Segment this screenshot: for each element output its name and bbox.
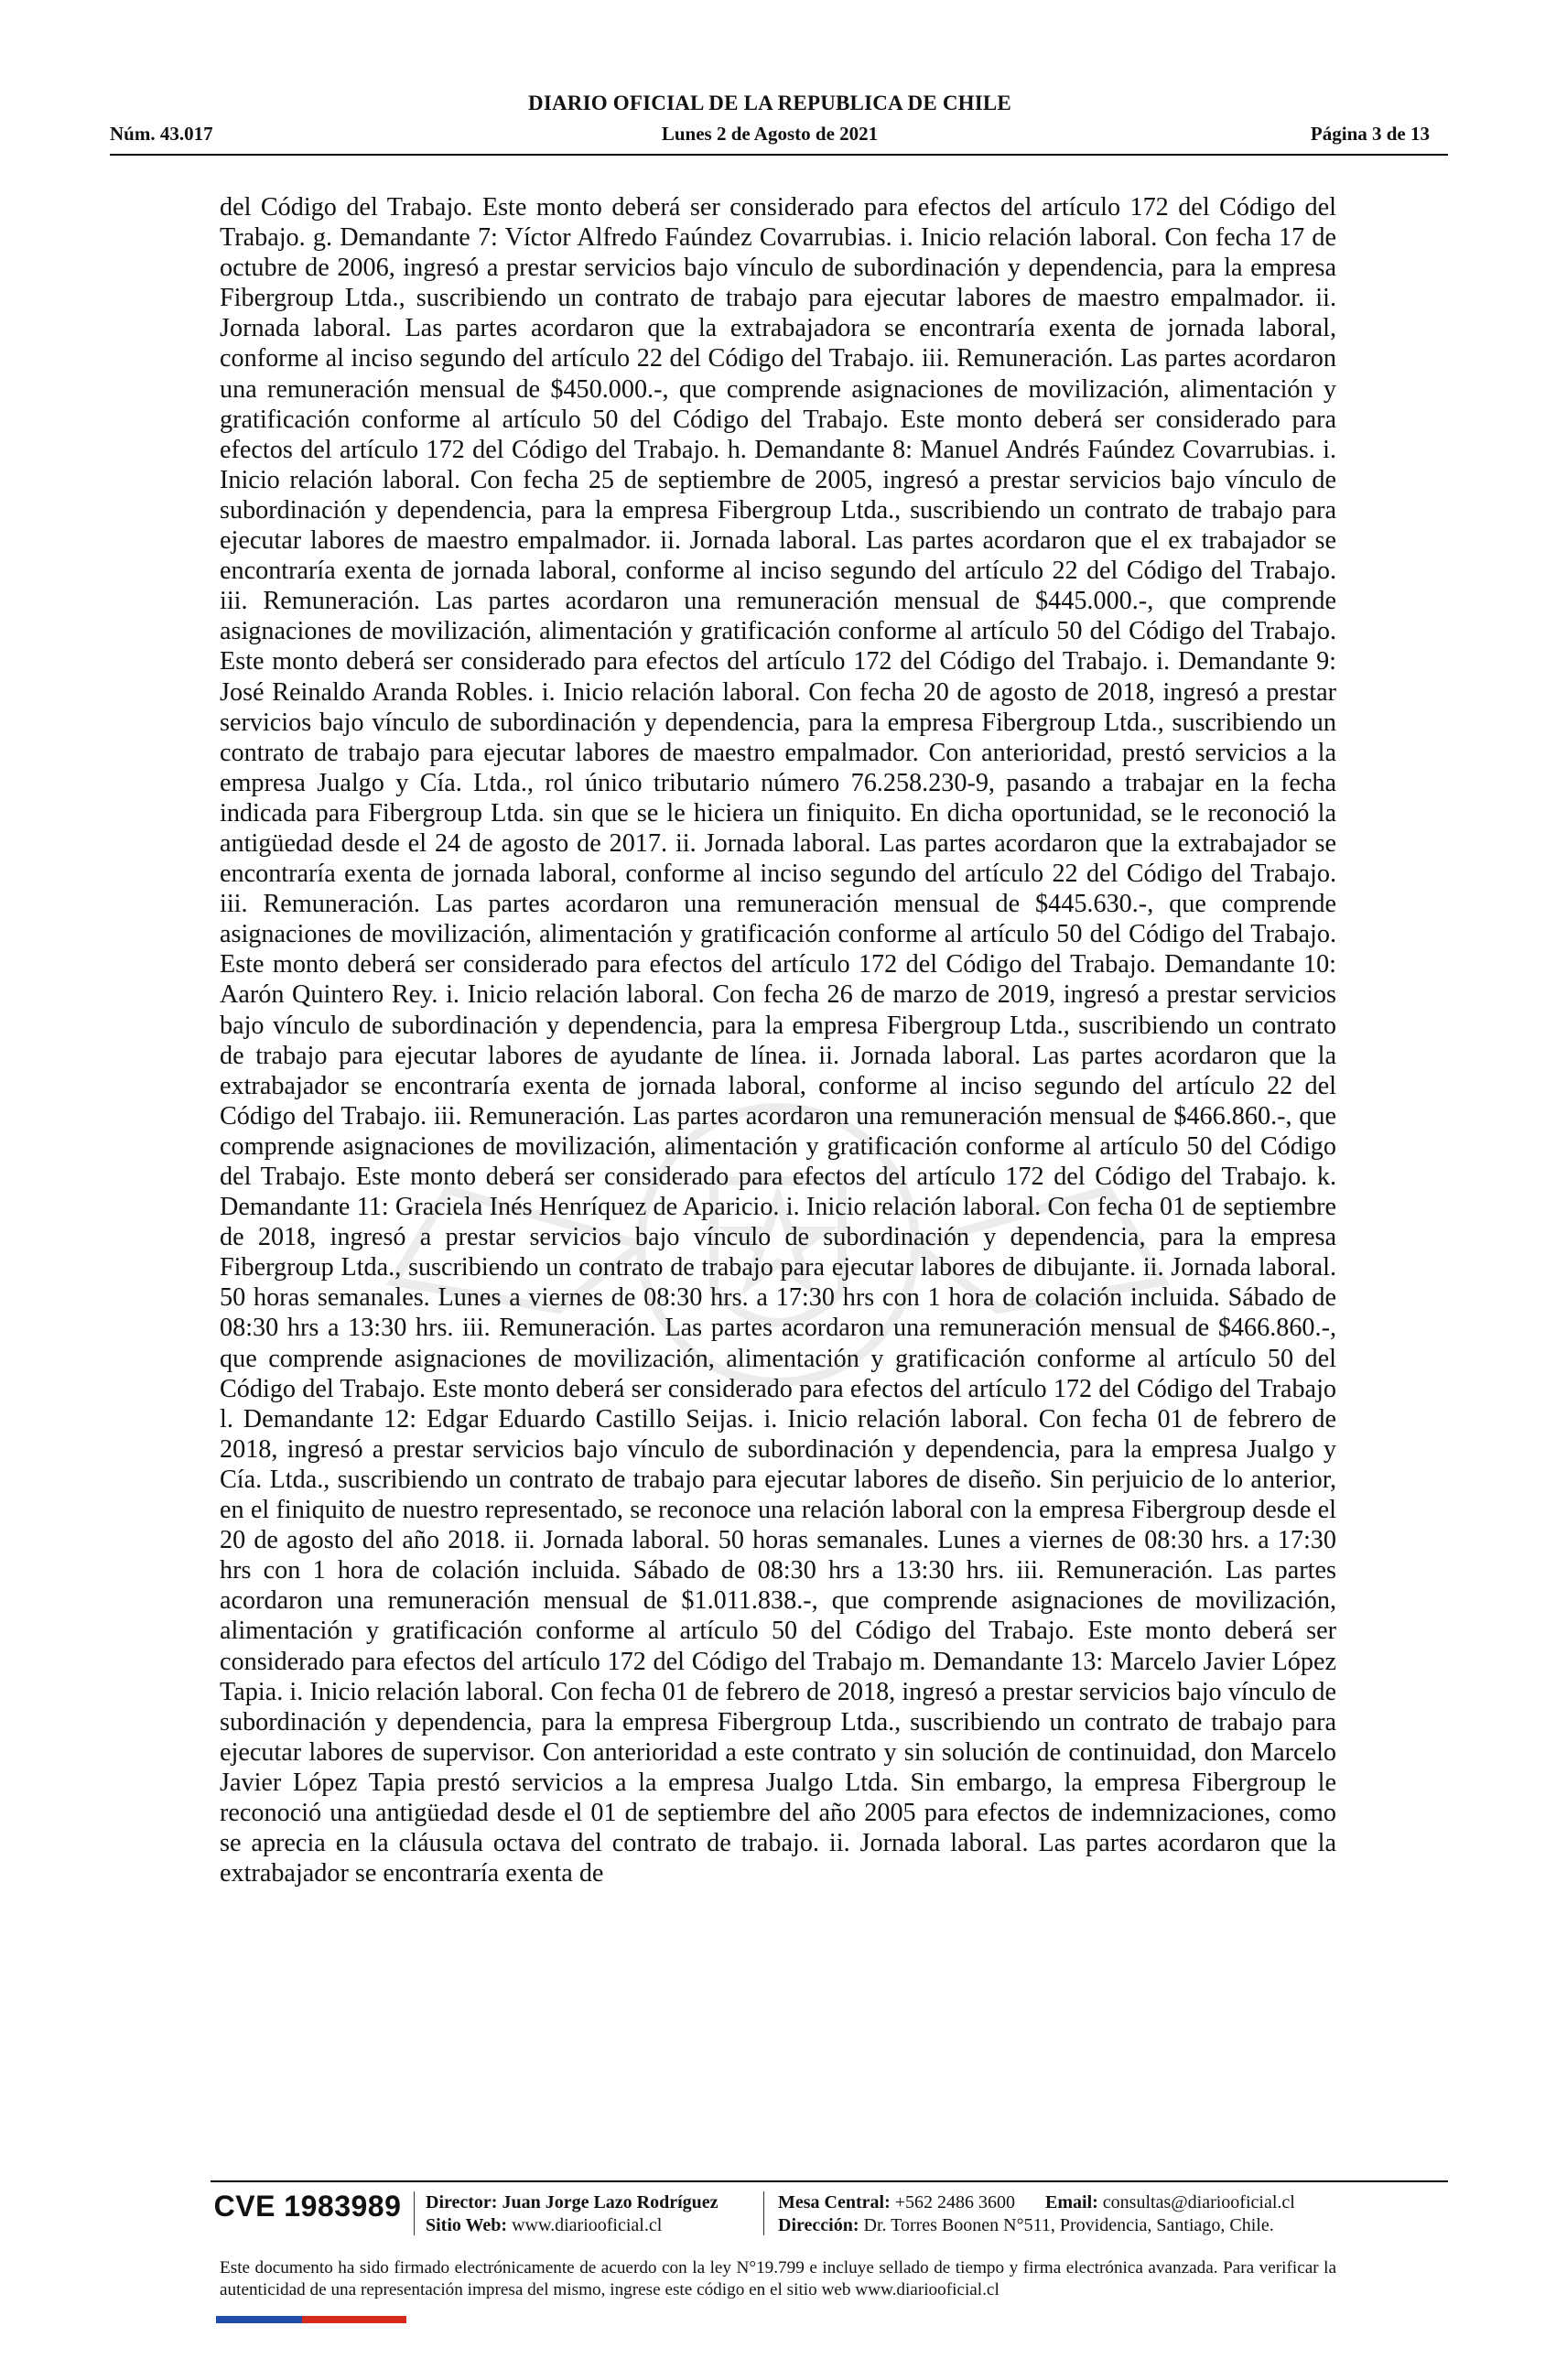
page-header	[110, 92, 1430, 157]
footer-divider	[211, 2180, 1448, 2182]
email-label: Email:	[1045, 2192, 1098, 2212]
cve-label: CVE	[213, 2190, 276, 2223]
address-label: Dirección:	[778, 2215, 859, 2235]
header-divider	[110, 154, 1448, 156]
page-indicator: Página 3 de 13	[1310, 123, 1430, 145]
cve-code	[211, 2190, 405, 2223]
footer-director-block	[426, 2191, 719, 2237]
phone-label: Mesa Central:	[778, 2192, 891, 2212]
website-link[interactable]: www.diariooficial.cl	[512, 2215, 663, 2235]
flag-red-segment	[302, 2316, 406, 2323]
website-line	[426, 2214, 719, 2237]
issue-number: Núm. 43.017	[110, 123, 213, 145]
address-line	[778, 2214, 1295, 2237]
director-line	[426, 2191, 719, 2214]
website-label: Sitio Web:	[426, 2215, 508, 2235]
footer-contact-block	[778, 2191, 1295, 2237]
footer-separator	[414, 2191, 415, 2235]
newspaper-title: DIARIO OFICIAL DE LA REPUBLICA DE CHILE	[528, 92, 1011, 114]
director-name: Juan Jorge Lazo Rodríguez	[502, 2192, 719, 2212]
issue-date: Lunes 2 de Agosto de 2021	[661, 123, 879, 145]
chile-flag-stripe	[216, 2316, 406, 2323]
address-value: Dr. Torres Boonen N°511, Providencia, Santiago, Chile.	[863, 2215, 1274, 2235]
flag-blue-segment	[216, 2316, 302, 2323]
article-body: del Código del Trabajo. Este monto deberá ser considerado para efectos del artículo 172 del Código del Trabajo. g. Demandante 7: Víctor Alfredo Faúndez Covarrubias. i. Inicio relación laboral. Con fecha 17 de octubre de 2006, ingresó a prestar servicios bajo vínculo de subordinación y dependencia, para la empresa Fibergroup Ltda., suscribiendo un contrato de trabajo para ejecutar labores de maestro empalmador. ii. Jornada laboral. Las partes acordaron que la extrabajadora se encontraría exenta de jornada laboral, conforme al inciso segundo del artículo 22 del Código del Trabajo. iii. Remuneración. Las partes acordaron una remuneración mensual de $450.000.-, que comprende asignaciones de movilización, alimentación y gratificación conforme al artículo 50 del Código del Trabajo. Este monto deberá ser considerado para efectos del artículo 172 del Código del Trabajo. h. Demandante 8: Manuel Andrés Faúndez Covarrubias. i. Inicio relación laboral. Con fecha 25 de septiembre de 2005, ingresó a prestar servicios bajo vínculo de subordinación y dependencia, para la empresa Fibergroup Ltda., suscribiendo un contrato de trabajo para ejecutar labores de maestro empalmador. ii. Jornada laboral. Las partes acordaron que el ex trabajador se encontraría exenta de jornada laboral, conforme al inciso segundo del artículo 22 del Código del Trabajo. iii. Remuneración. Las partes acordaron una remuneración mensual de $445.000.-, que comprende asignaciones de movilización, alimentación y gratificación conforme al artículo 50 del Código del Trabajo. Este monto deberá ser considerado para efectos del artículo 172 del Código del Trabajo. i. Demandante 9: José Reinaldo Aranda Robles. i. Inicio relación laboral. Con fecha 20 de agosto de 2018, ingresó a prestar servicios bajo vínculo de subordinación y dependencia, para la empresa Fibergroup Ltda., suscribiendo un contrato de trabajo para ejecutar labores de maestro empalmador. Con anterioridad, prestó servicios a la empresa Jualgo y Cía. Ltda., rol único tributario número 76.258.230-9, pasando a trabajar en la fecha indicada para Fibergroup Ltda. sin que se le hiciera un finiquito. En dicha oportunidad, se le reconoció la antigüedad desde el 24 de agosto de 2017. ii. Jornada laboral. Las partes acordaron que la extrabajador se encontraría exenta de jornada laboral, conforme al inciso segundo del artículo 22 del Código del Trabajo. iii. Remuneración. Las partes acordaron una remuneración mensual de $445.630.-, que comprende asignaciones de movilización, alimentación y gratificación conforme al artículo 50 del Código del Trabajo. Este monto deberá ser considerado para efectos del artículo 172 del Código del Trabajo. Demandante 10: Aarón Quintero Rey. i. Inicio relación laboral. Con fecha 26 de marzo de 2019, ingresó a prestar servicios bajo vínculo de subordinación y dependencia, para la empresa Fibergroup Ltda., suscribiendo un contrato de trabajo para ejecutar labores de ayudante de línea. ii. Jornada laboral. Las partes acordaron que la extrabajador se encontraría exenta de jornada laboral, conforme al inciso segundo del artículo 22 del Código del Trabajo. iii. Remuneración. Las partes acordaron una remuneración mensual de $466.860.-, que comprende asignaciones de movilización, alimentación y gratificación conforme al artículo 50 del Código del Trabajo. Este monto deberá ser considerado para efectos del artículo 172 del Código del Trabajo. k. Demandante 11: Graciela Inés Henríquez de Aparicio. i. Inicio relación laboral. Con fecha 01 de septiembre de 2018, ingresó a prestar servicios bajo vínculo de subordinación y dependencia, para la empresa Fibergroup Ltda., suscribiendo un contrato de trabajo para ejecutar labores de dibujante. ii. Jornada laboral. 50 horas semanales. Lunes a viernes de 08:30 hrs. a 17:30 hrs con 1 hora de colación incluida. Sábado de 08:30 hrs a 13:30 hrs. iii. Remuneración. Las partes acordaron una remuneración mensual de $466.860.-, que comprende asignaciones de movilización, alimentación y gratificación conforme al artículo 50 del Código del Trabajo. Este monto deberá ser considerado para efectos del artículo 172 del Código del Trabajo l. Demandante 12: Edgar Eduardo Castillo Seijas. i. Inicio relación laboral. Con fecha 01 de febrero de 2018, ingresó a prestar servicios bajo vínculo de subordinación y dependencia, para la empresa Jualgo y Cía. Ltda., suscribiendo un contrato de trabajo para ejecutar labores de diseño. Sin perjuicio de lo anterior, en el finiquito de nuestro representado, se reconoce una relación laboral con la empresa Fibergroup desde el 20 de agosto del año 2018. ii. Jornada laboral. 50 horas semanales. Lunes a viernes de 08:30 hrs. a 17:30 hrs con 1 hora de colación incluida. Sábado de 08:30 hrs a 13:30 hrs. iii. Remuneración. Las partes acordaron una remuneración mensual de $1.011.838.-, que comprende asignaciones de movilización, alimentación y gratificación conforme al artículo 50 del Código del Trabajo. Este monto deberá ser considerado para efectos del artículo 172 del Código del Trabajo m. Demandante 13: Marcelo Javier López Tapia. i. Inicio relación laboral. Con fecha 01 de febrero de 2018, ingresó a prestar servicios bajo vínculo de subordinación y dependencia, para la empresa Fibergroup Ltda., suscribiendo un contrato de trabajo para ejecutar labores de supervisor. Con anterioridad a este contrato y sin solución de continuidad, don Marcelo Javier López Tapia prestó servicios a la empresa Jualgo Ltda. Sin embargo, la empresa Fibergroup le reconoció una antigüedad desde el 01 de septiembre del año 2005 para efectos de indemnizaciones, como se aprecia en la cláusula octava del contrato de trabajo. ii. Jornada laboral. Las partes acordaron que la extrabajador se encontraría exenta de	[220, 193, 1336, 1888]
director-label: Director:	[426, 2192, 498, 2212]
cve-number: 1983989	[284, 2190, 402, 2223]
phone-value: +562 2486 3600	[894, 2192, 1016, 2212]
contact-line	[778, 2191, 1295, 2214]
footer-separator	[763, 2191, 764, 2235]
electronic-signature-note: Este documento ha sido firmado electrónicamente de acuerdo con la ley N°19.799 e incluye sellado de tiempo y firma electrónica avanzada. Para verificar la autenticidad de una representación impresa del mismo, ingrese este código en el sitio web www.diariooficial.cl	[220, 2258, 1336, 2299]
email-link[interactable]: consultas@diariooficial.cl	[1102, 2192, 1295, 2212]
